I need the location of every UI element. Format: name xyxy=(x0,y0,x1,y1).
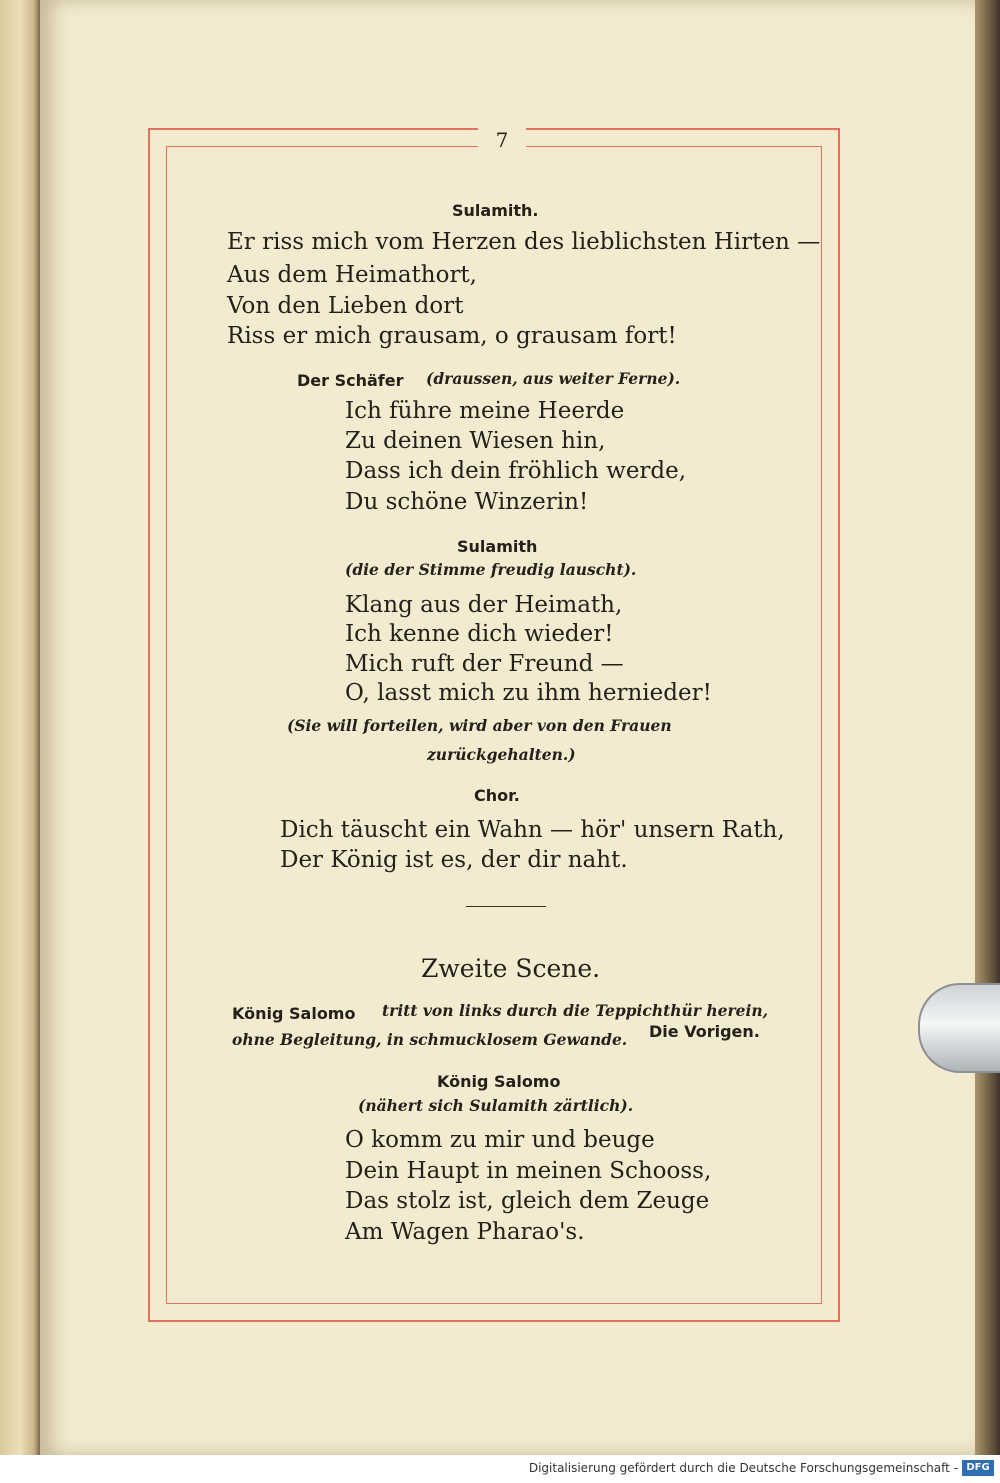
stage-direction: tritt von links durch die Teppichthür herein, xyxy=(382,1001,769,1020)
stage-direction: (Sie will forteilen, wird aber von den Frauen xyxy=(287,716,672,735)
dfg-logo: DFG xyxy=(962,1460,994,1476)
verse-line: Aus dem Heimathort, xyxy=(227,262,477,288)
section-divider xyxy=(466,906,546,907)
verse-line: Von den Lieben dort xyxy=(227,293,464,319)
page-number: 7 xyxy=(478,128,526,152)
stage-direction: zurückgehalten.) xyxy=(427,745,576,764)
verse-line: Ich führe meine Heerde xyxy=(345,398,625,424)
stage-direction: (die der Stimme freudig lauscht). xyxy=(345,560,637,579)
verse-line: Das stolz ist, gleich dem Zeuge xyxy=(345,1188,710,1214)
inner-frame-top-rule-left xyxy=(166,146,478,147)
footer-credit: Digitalisierung gefördert durch die Deutsche Forschungsgemeinschaft - xyxy=(528,1461,958,1475)
verse-line: Zu deinen Wiesen hin, xyxy=(345,428,606,454)
verse-line: Mich ruft der Freund — xyxy=(345,651,624,677)
speaker-chor: Chor. xyxy=(474,786,520,805)
page-stack-edge xyxy=(975,0,1000,1455)
verse-line: Du schöne Winzerin! xyxy=(345,489,589,515)
speaker-sulamith-1: Sulamith. xyxy=(452,201,539,220)
scene-title: Zweite Scene. xyxy=(421,954,601,983)
verse-line: O komm zu mir und beuge xyxy=(345,1127,655,1153)
speaker-schaefer: Der Schäfer xyxy=(297,371,404,390)
stage-characters-vorigen: Die Vorigen. xyxy=(649,1022,760,1041)
verse-line: Er riss mich vom Herzen des lieblichsten Hirten — xyxy=(227,229,821,255)
verse-line: Klang aus der Heimath, xyxy=(345,592,623,618)
inner-frame-top-rule-right xyxy=(526,146,822,147)
stage-direction: (draussen, aus weiter Ferne). xyxy=(426,369,681,388)
page-clip xyxy=(918,983,1000,1073)
verse-line: Dass ich dein fröhlich werde, xyxy=(345,458,687,484)
verse-line: Am Wagen Pharao's. xyxy=(345,1219,585,1245)
footer-bar xyxy=(0,1455,1000,1483)
verse-line: Dich täuscht ein Wahn — hör' unsern Rath, xyxy=(280,817,785,843)
verse-line: O, lasst mich zu ihm hernieder! xyxy=(345,680,712,706)
stage-direction: ohne Begleitung, in schmucklosem Gewande. xyxy=(232,1030,628,1049)
stage-direction: (nähert sich Sulamith zärtlich). xyxy=(358,1096,634,1115)
left-page-edge xyxy=(0,0,40,1455)
speaker-sulamith-2: Sulamith xyxy=(457,537,538,556)
verse-line: Riss er mich grausam, o grausam fort! xyxy=(227,323,677,349)
stage-character-salomo: König Salomo xyxy=(232,1004,356,1023)
verse-line: Ich kenne dich wieder! xyxy=(345,621,614,647)
speaker-koenig-salomo: König Salomo xyxy=(437,1072,561,1091)
verse-line: Dein Haupt in meinen Schooss, xyxy=(345,1158,712,1184)
verse-line: Der König ist es, der dir naht. xyxy=(280,847,628,873)
